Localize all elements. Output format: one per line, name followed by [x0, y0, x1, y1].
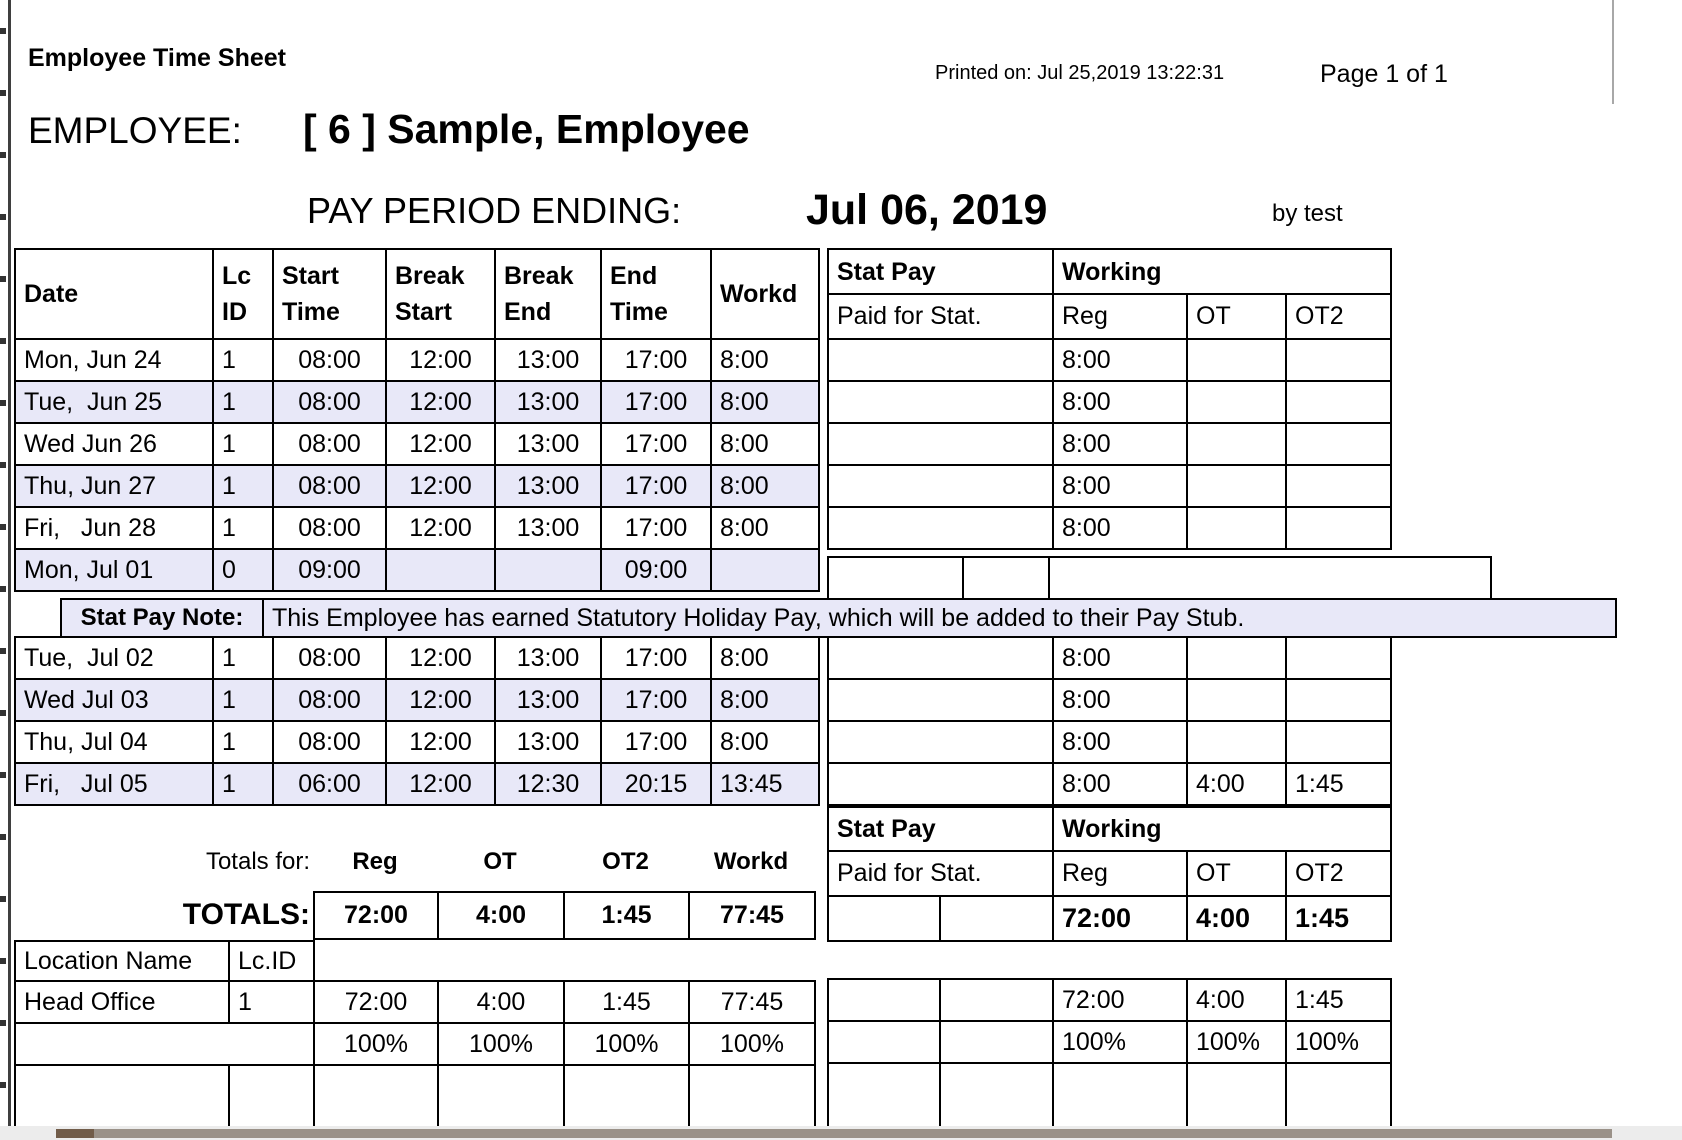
col-header-paid-for-stat: Paid for Stat.: [828, 851, 1053, 896]
total-paid-stat-2: [940, 896, 1053, 941]
cell-workd: 8:00: [711, 381, 819, 423]
page-indicator: Page 1 of 1: [1320, 60, 1448, 88]
cell-ot2: [1286, 465, 1391, 507]
cell-reg: 8:00: [1053, 637, 1187, 679]
table-row: [828, 507, 1391, 549]
total-paid-stat-1: [828, 896, 940, 941]
col-header-reg: Reg: [1053, 851, 1187, 896]
cell-date: Wed Jul 03: [15, 679, 213, 721]
cell-paid-stat: [828, 637, 1053, 679]
col-header-reg: Reg: [1053, 294, 1187, 339]
cell-date: Thu, Jul 04: [15, 721, 213, 763]
col-header-working: Working: [1053, 807, 1391, 851]
col-header-end-line2: Time: [610, 298, 668, 326]
cell-workd: 8:00: [711, 423, 819, 465]
table-row: [828, 465, 1391, 507]
table-row: [15, 465, 819, 507]
cell-break-end: 13:00: [495, 423, 601, 465]
cell-ot: [1187, 507, 1286, 549]
page-right-edge-line: [1612, 0, 1614, 104]
cell-ot: [1187, 465, 1286, 507]
cell-start: 08:00: [273, 679, 386, 721]
cell-break-end: 13:00: [495, 339, 601, 381]
cell-ot: [1187, 381, 1286, 423]
totals-for-label: Totals for:: [205, 848, 310, 875]
location-row-right-partial: [828, 1063, 1391, 1127]
cell-lc: 1: [213, 763, 273, 805]
cell-start: 08:00: [273, 381, 386, 423]
cell-ot2: [1286, 423, 1391, 465]
cell-workd: 8:00: [711, 465, 819, 507]
cell-end: 17:00: [601, 423, 711, 465]
col-header-stat-pay: Stat Pay: [828, 807, 1053, 851]
table-row: [828, 721, 1391, 763]
cell-stat-blank-1: [828, 557, 963, 599]
total-right-ot2: 1:45: [1286, 896, 1391, 941]
cell-date: Mon, Jul 01: [15, 549, 213, 591]
totals-boxes: [313, 891, 816, 940]
cell-location-id: 1: [229, 981, 314, 1023]
total-ot2: 1:45: [564, 892, 689, 939]
table-row: [15, 679, 819, 721]
cell-paid-stat: [828, 423, 1053, 465]
timesheet-table-left-top: [14, 248, 820, 592]
col-header-working: Working: [1053, 249, 1391, 294]
cell-end: 17:00: [601, 679, 711, 721]
cell-break-start: 12:00: [386, 423, 495, 465]
cell-empty: [438, 1065, 564, 1129]
table-row: [15, 339, 819, 381]
table-row: [828, 763, 1391, 805]
table-row: [828, 423, 1391, 465]
cell-break-start: 12:00: [386, 465, 495, 507]
cell-percent-ot2: 100%: [564, 1023, 689, 1065]
employee-name: [ 6 ] Sample, Employee: [303, 106, 750, 152]
cell-break-start: 12:00: [386, 721, 495, 763]
cell-reg: 8:00: [1053, 507, 1187, 549]
horizontal-scrollbar-cap: [56, 1129, 94, 1138]
cell-paid-stat: [828, 763, 1053, 805]
cell-date: Mon, Jun 24: [15, 339, 213, 381]
right-location-block: [827, 978, 1392, 1128]
cell-date: Thu, Jun 27: [15, 465, 213, 507]
col-header-end-time: [601, 249, 711, 339]
table-row: [15, 637, 819, 679]
cell-ot: [1187, 721, 1286, 763]
location-id-header: Lc.ID: [229, 941, 314, 981]
col-header-start-line2: Time: [282, 298, 340, 326]
cell-ot: 4:00: [1187, 763, 1286, 805]
cell-break-end: 13:00: [495, 679, 601, 721]
cell-percent-right-ot2: 100%: [1286, 1021, 1391, 1063]
cell-empty: [828, 1063, 940, 1127]
cell-empty: [689, 1065, 815, 1129]
cell-empty: [1187, 1063, 1286, 1127]
cell-start: 08:00: [273, 423, 386, 465]
cell-blank: [828, 1021, 940, 1063]
cell-empty: [564, 1065, 689, 1129]
employee-label: EMPLOYEE:: [28, 110, 242, 151]
location-row-partial: [15, 1065, 815, 1129]
cell-reg: 8:00: [1053, 763, 1187, 805]
cell-ot2: [1286, 339, 1391, 381]
cell-paid-stat: [828, 381, 1053, 423]
cell-start: 06:00: [273, 763, 386, 805]
cell-percent-right-reg: 100%: [1053, 1021, 1187, 1063]
cell-break-end: 13:00: [495, 637, 601, 679]
cell-break-end: 13:00: [495, 507, 601, 549]
window-left-border: [8, 0, 11, 1140]
cell-percent-workd: 100%: [689, 1023, 815, 1065]
table-row: [828, 679, 1391, 721]
cell-workd: 8:00: [711, 507, 819, 549]
cell-ot2: [1286, 507, 1391, 549]
cell-reg: 8:00: [1053, 423, 1187, 465]
cell-reg: 8:00: [1053, 679, 1187, 721]
col-header-end-line1: End: [610, 262, 658, 290]
totals-col-workd: Workd: [713, 848, 789, 875]
cell-percent-ot: 100%: [438, 1023, 564, 1065]
cell-date: Fri, Jun 28: [15, 507, 213, 549]
cell-paid-stat: [828, 507, 1053, 549]
cell-break-start: [386, 549, 495, 591]
cell-percent-right-ot: 100%: [1187, 1021, 1286, 1063]
cell-location-workd: 77:45: [689, 981, 815, 1023]
cell-start: 08:00: [273, 339, 386, 381]
cell-paid-stat: [828, 465, 1053, 507]
cell-paid-stat: [828, 339, 1053, 381]
cell-break-start: 12:00: [386, 679, 495, 721]
location-name-header: Location Name: [15, 941, 229, 981]
cell-lc: 0: [213, 549, 273, 591]
cell-reg: 8:00: [1053, 381, 1187, 423]
cell-empty: [1286, 1063, 1391, 1127]
col-header-be-line2: End: [504, 298, 552, 326]
totals-col-ot: OT: [483, 848, 517, 875]
window-left-ticks: [0, 0, 6, 1140]
location-row-right: [828, 979, 1391, 1021]
col-header-bs-line1: Break: [395, 262, 465, 290]
stat-pay-note-row: [60, 598, 1617, 638]
col-header-start-line1: Start: [282, 262, 339, 290]
total-reg: 72:00: [314, 892, 438, 939]
cell-end: 17:00: [601, 637, 711, 679]
cell-ot: [1187, 679, 1286, 721]
pay-period-label: PAY PERIOD ENDING:: [307, 190, 682, 231]
cell-blank: [940, 1021, 1053, 1063]
col-header-ot: OT: [1187, 851, 1286, 896]
cell-blank: [828, 979, 940, 1021]
cell-reg: 8:00: [1053, 339, 1187, 381]
col-header-ot: OT: [1187, 294, 1286, 339]
cell-ot2: [1286, 381, 1391, 423]
cell-empty: [1053, 1063, 1187, 1127]
cell-location-right-reg: 72:00: [1053, 979, 1187, 1021]
cell-reg: 8:00: [1053, 465, 1187, 507]
cell-workd: 8:00: [711, 679, 819, 721]
table-row: [15, 721, 819, 763]
cell-end: 17:00: [601, 507, 711, 549]
totals-col-reg: Reg: [352, 848, 398, 875]
col-header-lc-id: [213, 249, 273, 339]
cell-workd: 8:00: [711, 721, 819, 763]
cell-date: Fri, Jul 05: [15, 763, 213, 805]
total-right-ot: 4:00: [1187, 896, 1286, 941]
cell-lc: 1: [213, 507, 273, 549]
cell-start: 08:00: [273, 637, 386, 679]
cell-location-name: Head Office: [15, 981, 229, 1023]
cell-lc: 1: [213, 679, 273, 721]
cell-lc: 1: [213, 381, 273, 423]
table-row-week-end: [15, 507, 819, 549]
cell-ot: [1187, 423, 1286, 465]
cell-break-start: 12:00: [386, 637, 495, 679]
cell-paid-stat: [828, 721, 1053, 763]
report-title: Employee Time Sheet: [28, 44, 286, 72]
cell-stat-blank-2: [963, 557, 1049, 599]
stat-holiday-right-row: [827, 556, 1492, 600]
cell-lc: 1: [213, 465, 273, 507]
col-header-bs-line2: Start: [395, 298, 452, 326]
col-header-ot2: OT2: [1286, 294, 1391, 339]
cell-lc: 1: [213, 339, 273, 381]
cell-end: 17:00: [601, 381, 711, 423]
cell-break-end: 12:30: [495, 763, 601, 805]
cell-lc: 1: [213, 637, 273, 679]
cell-break-end: 13:00: [495, 465, 601, 507]
cell-workd: 8:00: [711, 637, 819, 679]
table-row: [828, 381, 1391, 423]
total-right-reg: 72:00: [1053, 896, 1187, 941]
cell-start: 09:00: [273, 549, 386, 591]
timesheet-table-right-top: [827, 248, 1392, 550]
cell-location-reg: 72:00: [314, 981, 438, 1023]
col-header-break-end: [495, 249, 601, 339]
cell-location-right-ot: 4:00: [1187, 979, 1286, 1021]
cell-end: 17:00: [601, 721, 711, 763]
pay-period-date: Jul 06, 2019: [806, 186, 1048, 234]
location-table: [14, 940, 816, 1130]
cell-date: Tue, Jun 25: [15, 381, 213, 423]
col-header-lc-line2: ID: [222, 298, 247, 326]
cell-end: 17:00: [601, 465, 711, 507]
cell-start: 08:00: [273, 507, 386, 549]
totals-label: TOTALS:: [182, 898, 310, 931]
cell-date: Wed Jun 26: [15, 423, 213, 465]
cell-blank: [940, 979, 1053, 1021]
table-row-stat-holiday: [15, 549, 819, 591]
cell-workd: 8:00: [711, 339, 819, 381]
location-percent-row-right: [828, 1021, 1391, 1063]
col-header-workd: Workd: [711, 249, 819, 339]
col-header-be-line1: Break: [504, 262, 574, 290]
cell-lc: 1: [213, 721, 273, 763]
cell-start: 08:00: [273, 721, 386, 763]
total-ot: 4:00: [438, 892, 564, 939]
cell-end: 09:00: [601, 549, 711, 591]
cell-location-ot: 4:00: [438, 981, 564, 1023]
printed-by: by test: [1272, 200, 1343, 227]
cell-workd: [711, 549, 819, 591]
cell-date: Tue, Jul 02: [15, 637, 213, 679]
cell-paid-stat: [828, 679, 1053, 721]
cell-break-start: 12:00: [386, 507, 495, 549]
cell-ot: [1187, 339, 1286, 381]
col-header-ot2: OT2: [1286, 851, 1391, 896]
cell-percent-spacer: [15, 1023, 314, 1065]
right-totals-block: [827, 806, 1392, 942]
cell-location-ot2: 1:45: [564, 981, 689, 1023]
table-row: [15, 381, 819, 423]
timesheet-table-right-bottom: [827, 636, 1392, 806]
location-percent-row: [15, 1023, 815, 1065]
timesheet-table-left-bottom: [14, 636, 820, 806]
cell-break-end: 13:00: [495, 721, 601, 763]
cell-break-start: 12:00: [386, 763, 495, 805]
cell-ot2: 1:45: [1286, 763, 1391, 805]
col-header-lc-line1: Lc: [222, 262, 252, 290]
printed-on-text: Printed on: Jul 25,2019 13:22:31: [935, 62, 1225, 84]
total-workd: 77:45: [689, 892, 815, 939]
cell-empty: [15, 1065, 229, 1129]
table-row: [828, 637, 1391, 679]
location-header-spacer: [314, 941, 815, 981]
cell-break-end: [495, 549, 601, 591]
cell-break-end: 13:00: [495, 381, 601, 423]
col-header-stat-pay: Stat Pay: [828, 249, 1053, 294]
cell-percent-reg: 100%: [314, 1023, 438, 1065]
cell-location-right-ot2: 1:45: [1286, 979, 1391, 1021]
cell-start: 08:00: [273, 465, 386, 507]
stat-pay-note-text: This Employee has earned Statutory Holiday Pay, which will be added to their Pay Stub.: [263, 599, 1616, 637]
stat-pay-note-label: Stat Pay Note:: [61, 599, 263, 637]
table-row: [828, 339, 1391, 381]
cell-break-start: 12:00: [386, 339, 495, 381]
col-header-start-time: [273, 249, 386, 339]
cell-lc: 1: [213, 423, 273, 465]
cell-empty: [229, 1065, 314, 1129]
cell-break-start: 12:00: [386, 381, 495, 423]
cell-empty: [940, 1063, 1053, 1127]
cell-ot2: [1286, 679, 1391, 721]
cell-reg: 8:00: [1053, 721, 1187, 763]
cell-stat-blank-wide: [1049, 557, 1491, 599]
cell-end: 20:15: [601, 763, 711, 805]
cell-ot: [1187, 637, 1286, 679]
cell-ot2: [1286, 721, 1391, 763]
cell-workd: 13:45: [711, 763, 819, 805]
col-header-date: Date: [15, 249, 213, 339]
col-header-paid-for-stat: Paid for Stat.: [828, 294, 1053, 339]
table-row: [15, 763, 819, 805]
col-header-break-start: [386, 249, 495, 339]
horizontal-scrollbar-thumb[interactable]: [56, 1129, 1612, 1138]
location-row: [15, 981, 815, 1023]
cell-ot2: [1286, 637, 1391, 679]
cell-end: 17:00: [601, 339, 711, 381]
cell-empty: [314, 1065, 438, 1129]
totals-col-ot2: OT2: [602, 848, 649, 875]
table-row: [15, 423, 819, 465]
